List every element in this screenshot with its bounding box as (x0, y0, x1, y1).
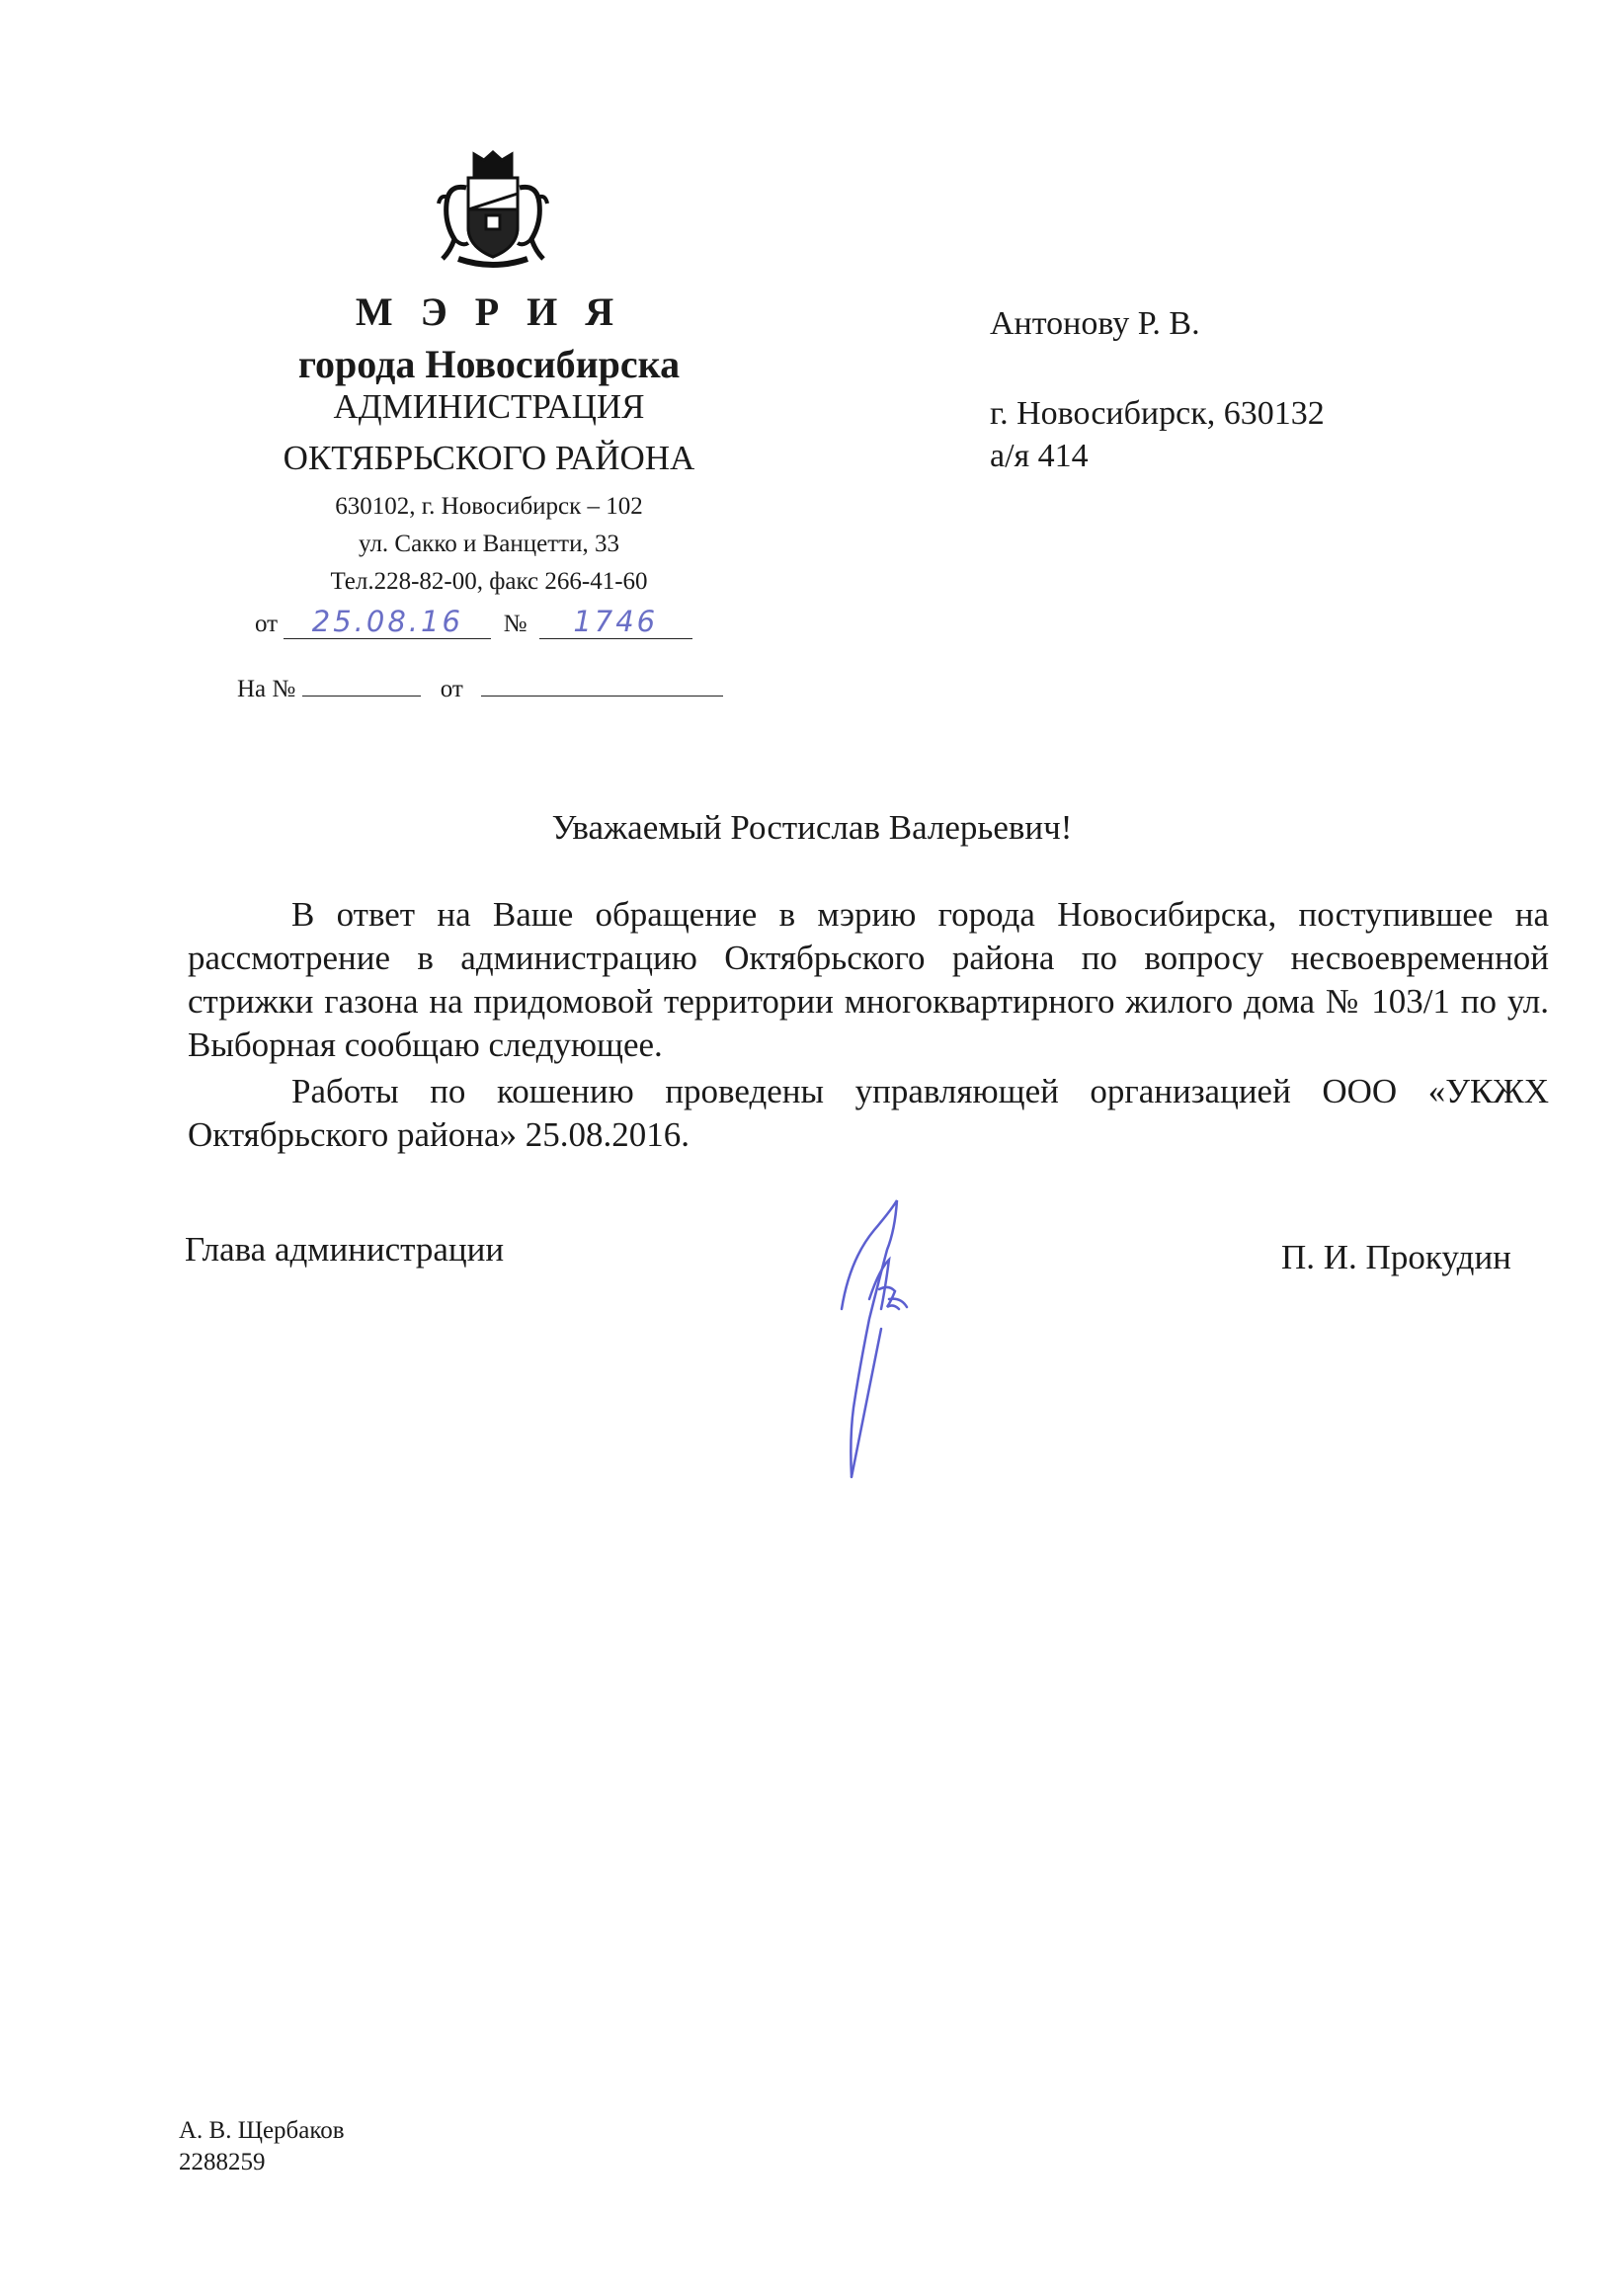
handwritten-number: 1746 (539, 605, 692, 639)
addressee-po-box: а/я 414 (990, 438, 1089, 474)
executor-name: А. В. Щербаков (179, 2117, 345, 2144)
addressee-name: Антонову Р. В. (990, 305, 1200, 342)
sender-address-line2: ул. Сакко и Ванцетти, 33 (359, 531, 619, 557)
from-label: от (255, 611, 279, 637)
signatory-title: Глава администрации (185, 1230, 505, 1269)
addressee-city: г. Новосибирск, 630132 (990, 395, 1325, 432)
mayor-office-title: М Э Р И Я (355, 289, 623, 334)
reply-number-blank (302, 674, 421, 697)
administration-title-line2: ОКТЯБРЬСКОГО РАЙОНА (283, 439, 695, 477)
signatory-name: П. И. Прокудин (1281, 1238, 1511, 1276)
handwritten-date: 25.08.16 (284, 605, 491, 639)
administration-title-line1: АДМИНИСТРАЦИЯ (333, 387, 645, 426)
body-paragraph-2: Работы по кошению проведены управляющей организацией ООО «УКЖХ Октябрьского района» 25.08.2016. (188, 1072, 1549, 1154)
novosibirsk-coat-of-arms-icon (435, 148, 551, 275)
executor-phone: 2288259 (179, 2149, 266, 2175)
outgoing-reference-line (255, 605, 692, 639)
sender-address-line1: 630102, г. Новосибирск – 102 (335, 493, 643, 520)
body-paragraph-1: В ответ на Ваше обращение в мэрию города Новосибирска, поступившее на рассмотрение в администрацию Октябрьского района по вопросу несвоевременной стрижки газона на придомовой территории многоквартирного жилого дома № 103/1 по ул. Выборная сообщаю следующее. (188, 895, 1549, 1064)
city-title: города Новосибирска (297, 342, 681, 386)
reply-date-blank (481, 674, 723, 697)
sender-phone-line: Тел.228-82-00, факс 266-41-60 (330, 568, 648, 595)
salutation: Уважаемый Ростислав Валерьевич! (551, 808, 1073, 847)
reply-date-label: от (440, 676, 463, 702)
handwritten-signature (830, 1190, 958, 1487)
number-label: № (503, 611, 528, 637)
reply-reference-line (237, 674, 723, 703)
reply-number-label: На № (237, 676, 296, 702)
